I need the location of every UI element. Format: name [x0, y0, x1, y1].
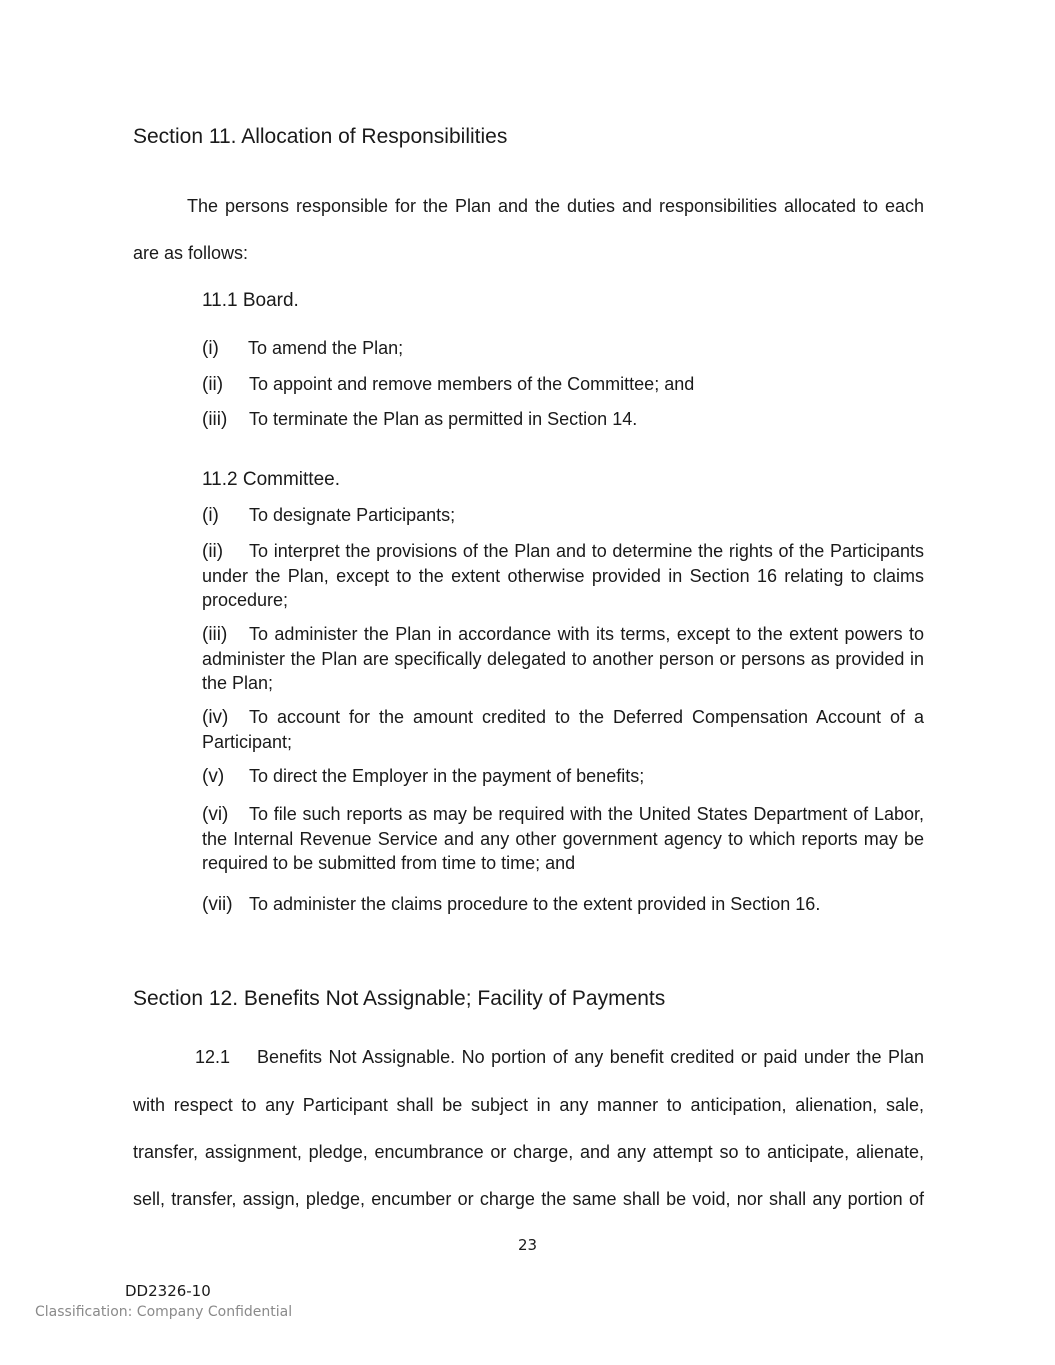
board-item: [202, 374, 694, 396]
item-text: To designate Participants;: [249, 505, 456, 525]
paragraph-12-1-line-2: with respect to any Participant shall be subject in any manner to anticipation, alienation, sale,: [133, 1095, 924, 1115]
item-text: To file such reports as may be required with the United States Department of Labor, the Internal Revenue Service and any other government agency to which reports may be required to be submitted from time to time; and: [202, 804, 924, 873]
item-number: (iii): [202, 624, 228, 645]
board-item: [202, 409, 637, 431]
subsection-11-2-heading: 11.2 Committee.: [202, 469, 340, 490]
paragraph-12-1-line-4: sell, transfer, assign, pledge, encumber or charge the same shall be void, nor shall any portion of: [133, 1189, 924, 1209]
paragraph-12-1-line-1: Benefits Not Assignable. No portion of any benefit credited or paid under the Plan: [257, 1047, 924, 1067]
item-text: To administer the claims procedure to the extent provided in Section 16.: [249, 894, 821, 914]
page-number: 23: [518, 1236, 538, 1254]
committee-item: [202, 766, 644, 788]
item-text: To account for the amount credited to the Deferred Compensation Account of a Participant;: [202, 707, 924, 752]
item-text: To direct the Employer in the payment of benefits;: [249, 766, 645, 786]
item-text: To administer the Plan in accordance with its terms, except to the extent powers to administer the Plan are specifically delegated to another person or persons as provided in the Plan;: [202, 624, 924, 693]
document-id: DD2326-10: [125, 1282, 211, 1300]
item-number: (v): [202, 766, 225, 787]
item-number: (i): [202, 338, 219, 359]
committee-item: [202, 505, 455, 527]
committee-item: [202, 802, 924, 875]
paragraph-12-1-number: 12.1: [195, 1047, 231, 1067]
board-item: [202, 338, 403, 360]
section-12-heading: Section 12. Benefits Not Assignable; Facility of Payments: [133, 987, 666, 1010]
section-11-heading: Section 11. Allocation of Responsibilities: [133, 125, 508, 148]
item-text: To appoint and remove members of the Committee; and: [249, 374, 695, 394]
classification-label: Classification: Company Confidential: [35, 1304, 293, 1320]
section-11-intro-line-1: The persons responsible for the Plan and the duties and responsibilities allocated to each: [187, 196, 924, 216]
item-text: To interpret the provisions of the Plan and to determine the rights of the Participants under the Plan, except to the extent otherwise provided in Section 16 relating to claims procedure;: [202, 541, 924, 610]
committee-item: [202, 705, 924, 754]
item-number: (vii): [202, 894, 233, 915]
item-number: (iii): [202, 409, 228, 430]
committee-item: [202, 894, 820, 916]
committee-item: [202, 622, 924, 695]
item-text: To terminate the Plan as permitted in Section 14.: [249, 409, 638, 429]
paragraph-12-1-line-3: transfer, assignment, pledge, encumbrance or charge, and any attempt so to anticipate, alienate,: [133, 1142, 924, 1162]
committee-item: [202, 539, 924, 612]
item-number: (ii): [202, 374, 224, 395]
item-number: (vi): [202, 804, 229, 825]
item-number: (i): [202, 505, 219, 526]
item-text: To amend the Plan;: [248, 338, 404, 358]
item-number: (iv): [202, 707, 229, 728]
subsection-11-1-heading: 11.1 Board.: [202, 290, 299, 311]
item-number: (ii): [202, 541, 224, 562]
section-11-intro-line-2: are as follows:: [133, 243, 249, 263]
